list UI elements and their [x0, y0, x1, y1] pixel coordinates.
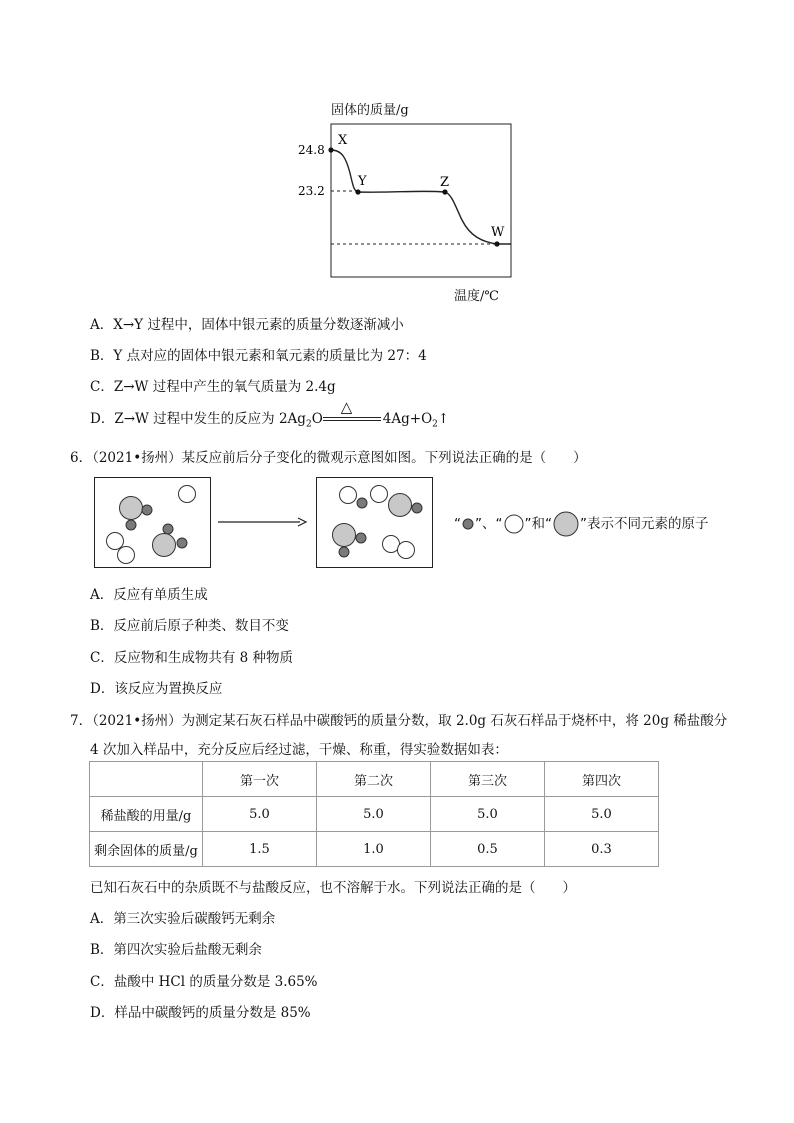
table-header-cell: 第三次: [431, 762, 545, 797]
q6-stem: 6．（2021•扬州）某反应前后分子变化的微观示意图如图。下列说法正确的是（ ）: [70, 450, 587, 466]
mass-curve: [331, 150, 511, 244]
table-header-cell: 第一次: [203, 762, 317, 797]
graph-y-label: 固体的质量/g: [331, 103, 409, 118]
large-gray-atom-icon: [552, 510, 580, 538]
table-cell: 1.0: [317, 832, 431, 867]
table-cell: 5.0: [431, 797, 545, 832]
tick-23-2: 23.2: [298, 184, 325, 198]
graph-x-label: 温度/℃: [454, 289, 499, 304]
q7-option-a: A．第三次实验后碳酸钙无剩余: [90, 911, 276, 927]
table-row: [90, 797, 659, 832]
table-cell: 剩余固体的质量/g: [90, 832, 203, 867]
q5-option-a: A．X→Y 过程中，固体中银元素的质量分数逐渐减小: [90, 317, 404, 333]
point-z: [442, 189, 447, 194]
table-row: [90, 832, 659, 867]
q5-option-c: C．Z→W 过程中产生的氧气质量为 2.4g: [90, 379, 336, 395]
before-reaction-box: [94, 477, 212, 569]
label-w: W: [491, 225, 505, 240]
q6-option-d: D．该反应为置换反应: [90, 681, 223, 697]
table-header-cell: [90, 762, 203, 797]
label-z: Z: [440, 175, 450, 190]
q5-option-b: B．Y 点对应的固体中银元素和氧元素的质量比为 27：4: [90, 348, 427, 364]
table-cell: 1.5: [203, 832, 317, 867]
q7-note: 已知石灰石中的杂质既不与盐酸反应，也不溶解于水。下列说法正确的是（ ）: [90, 880, 576, 896]
table-header-cell: 第二次: [317, 762, 431, 797]
table-cell: 0.3: [545, 832, 659, 867]
q6-option-a: A．反应有单质生成: [90, 587, 208, 603]
tick-24-8: 24.8: [298, 143, 325, 157]
heat-condition-sign: [323, 397, 383, 427]
table-header-row: [90, 762, 659, 797]
q7-option-d: D．样品中碳酸钙的质量分数是 85%: [90, 1005, 311, 1021]
q7-option-b: B．第四次实验后盐酸无剩余: [90, 942, 262, 958]
experiment-data-table: [89, 761, 659, 867]
table-cell: 5.0: [203, 797, 317, 832]
q6-option-c: C．反应物和生成物共有 8 种物质: [90, 650, 294, 666]
reaction-arrow: [218, 515, 308, 529]
q7-stem-line1: 7．（2021•扬州）为测定某石灰石样品中碳酸钙的质量分数，取 2.0g 石灰石样品于烧杯中，将 20g 稀盐酸分: [70, 713, 728, 729]
table-cell: 0.5: [431, 832, 545, 867]
white-atom-icon: [503, 513, 525, 535]
q7-stem-line2: 4 次加入样品中，充分反应后经过滤，干燥、称重，得实验数据如表：: [90, 742, 508, 758]
table-cell: 5.0: [317, 797, 431, 832]
q7-option-c: C．盐酸中 HCl 的质量分数是 3.65%: [90, 974, 318, 990]
delta-symbol: △: [340, 397, 353, 416]
table-header-cell: 第四次: [545, 762, 659, 797]
point-y: [355, 189, 360, 194]
table-cell: 5.0: [545, 797, 659, 832]
small-dark-atom-icon: [461, 517, 475, 531]
atom-legend: “ ”、“ ”和“ ”表示不同元素的原子: [454, 510, 709, 538]
mass-temperature-graph: [290, 118, 530, 283]
point-x: [328, 147, 333, 152]
q5-option-d: D．Z→W 过程中发生的反应为 $2Ag_2O$ △ $4Ag+O_2↑$: [90, 397, 450, 430]
label-x: X: [338, 133, 348, 148]
after-reaction-box: [316, 477, 434, 569]
table-cell: 稀盐酸的用量/g: [90, 797, 203, 832]
label-y: Y: [358, 174, 367, 189]
point-w: [494, 241, 499, 246]
q6-option-b: B．反应前后原子种类、数目不变: [90, 618, 289, 634]
